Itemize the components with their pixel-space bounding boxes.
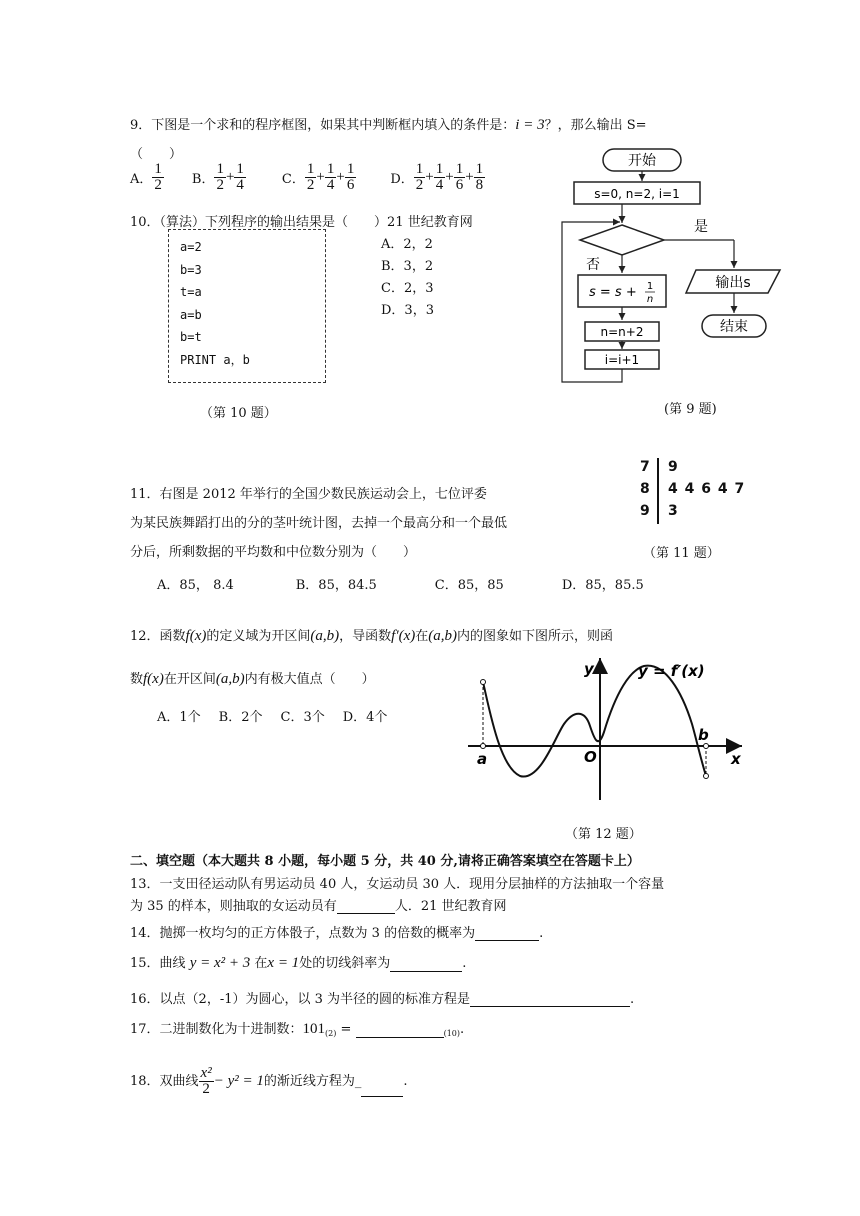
flow-decision-node	[580, 225, 664, 255]
q10-option: B．3，2	[381, 259, 434, 274]
q9-flowchart	[556, 145, 786, 415]
stem-leaf-row	[640, 500, 745, 522]
flow-no-label: 否	[586, 257, 600, 273]
q9-option: D． $\frac{1}{2}$ + $\frac{1}{4}$ + $\frac{1}{6}$ + $\frac{1}{8}$	[390, 161, 484, 193]
q15-answer-blank[interactable]	[390, 957, 462, 972]
q12-option: A．1个	[157, 710, 201, 725]
flow-start-text: 开始	[628, 153, 656, 169]
q11-option: A．85， 8.4	[157, 578, 234, 593]
q9-paren: （ ）	[130, 147, 183, 162]
q12-line1: 12．函数f(x)的定义域为开区间(a,b)，导函数f′(x)在(a,b)内的图象如下图所示，则函	[130, 628, 614, 644]
q12-option: B．2个	[218, 710, 263, 725]
q11-line1: 11．右图是 2012 年举行的全国少数民族运动会上，七位评委	[130, 487, 487, 502]
section2-heading: 二、填空题（本大题共 8 小题，每小题 5 分，共 40 分,请将正确答案填空在答题卡上）	[130, 854, 640, 869]
q11-caption: （第 11 题）	[643, 546, 720, 561]
q10-options	[381, 234, 434, 322]
stem-value: 9	[640, 503, 650, 519]
q9-option: B． $\frac{1}{2}$ + $\frac{1}{4}$	[191, 161, 244, 193]
leaf-values: 3	[668, 503, 679, 519]
q16-answer-blank[interactable]	[470, 992, 630, 1007]
q10-option: A．2，2	[381, 237, 433, 252]
a-label: a	[477, 750, 488, 768]
leaf-values: 9	[668, 459, 679, 475]
flow-init-text: s=0, n=2, i=1	[594, 187, 680, 201]
q14-answer-blank[interactable]	[475, 926, 539, 941]
curve-label: y = f′(x)	[638, 662, 705, 680]
q9-options	[130, 162, 485, 193]
q13-line2: 为 35 的样本，则抽取的女运动员有 人．21 世纪教育网	[130, 899, 507, 914]
flow-step2-text: i=i+1	[604, 353, 640, 367]
svg-text:1: 1	[646, 281, 654, 292]
x-axis-label: x	[731, 750, 741, 768]
q11-stem-leaf-plot	[640, 456, 770, 528]
q10-option: C．2，3	[381, 281, 434, 296]
code-line: b=3	[180, 262, 202, 277]
q9-stem: 9．下图是一个求和的程序框图，如果其中判断框内填入的条件是：i = 3？，那么输出 S=	[130, 117, 647, 133]
q10-caption: （第 10 题）	[200, 406, 277, 421]
q9-caption: (第 9 题)	[664, 402, 717, 417]
q10-option: D．3，3	[381, 303, 434, 318]
stem-value: 7	[640, 459, 650, 475]
flow-step1-text: n=n+2	[600, 325, 644, 339]
q18-answer-blank[interactable]	[361, 1082, 403, 1097]
q12-derivative-graph	[460, 652, 750, 804]
origin-label: O	[584, 748, 597, 766]
stem-leaf-row	[640, 456, 745, 478]
q18-line: 18．双曲线 $\frac{\text{x²}}{2}$ − y² = 1的渐近线方程为_ .	[130, 1065, 408, 1097]
q9-option: C． $\frac{1}{2}$ + $\frac{1}{4}$ + $\frac{1}{6}$	[281, 161, 355, 193]
code-line: a=2	[180, 240, 202, 254]
q10-stem: 10．（算法）下列程序的输出结果是（ ）21 世纪教育网	[130, 215, 473, 230]
flow-output-text: 输出s	[715, 275, 751, 291]
q16-line: 16．以点（2，-1）为圆心，以 3 为半径的圆的标准方程是 .	[130, 992, 635, 1007]
q11-option: C．85，85	[434, 578, 504, 593]
code-line: t=a	[180, 285, 202, 299]
q11-option: D．85，85.5	[561, 578, 644, 593]
stem-value: 8	[640, 481, 650, 497]
q13-answer-blank[interactable]	[337, 899, 395, 914]
flow-yes-label: 是	[694, 219, 708, 235]
q12-caption: （第 12 题）	[565, 827, 642, 842]
q10-code	[180, 236, 250, 371]
q11-options	[157, 574, 644, 593]
q12-option: C．3个	[280, 710, 325, 725]
q11-line2: 为某民族舞蹈打出的分的茎叶统计图，去掉一个最高分和一个最低	[130, 516, 508, 531]
q14-line: 14．抛掷一枚均匀的正方体骰子，点数为 3 的倍数的概率为 .	[130, 926, 544, 941]
code-line: PRINT a，b	[180, 352, 250, 367]
b-label: b	[698, 726, 709, 744]
q17-answer-blank[interactable]	[356, 1023, 444, 1038]
q9-option: A． $\frac{1}{2}$	[130, 161, 162, 193]
q17-line: 17．二进制数化为十进制数：$101_{(2)} = _{(10)}$.	[130, 1021, 465, 1038]
q12-option: D．4个	[342, 710, 388, 725]
leaf-values: 4 4 6 4 7	[668, 481, 746, 497]
q11-option: B．85，84.5	[295, 578, 377, 593]
y-axis-label: y	[584, 660, 594, 678]
code-line: b=t	[180, 330, 202, 344]
code-line: a=b	[180, 307, 202, 322]
q11-line3: 分后，所剩数据的平均数和中位数分别为（ ）	[130, 545, 417, 560]
q13-line1: 13．一支田径运动队有男运动员 40 人，女运动员 30 人．现用分层抽样的方法抽取一个容量	[130, 877, 665, 892]
q15-line: 15．曲线 y = x² + 3 在x = 1处的切线斜率为 .	[130, 955, 467, 971]
q12-line2: 数f(x)在开区间(a,b)内有极大值点（ ）	[130, 671, 375, 687]
stem-leaf-row	[640, 478, 745, 500]
q12-options	[157, 706, 387, 725]
flow-assign-text: s = s +	[589, 285, 637, 300]
flow-end-text: 结束	[720, 319, 748, 335]
svg-text:n: n	[646, 294, 654, 305]
